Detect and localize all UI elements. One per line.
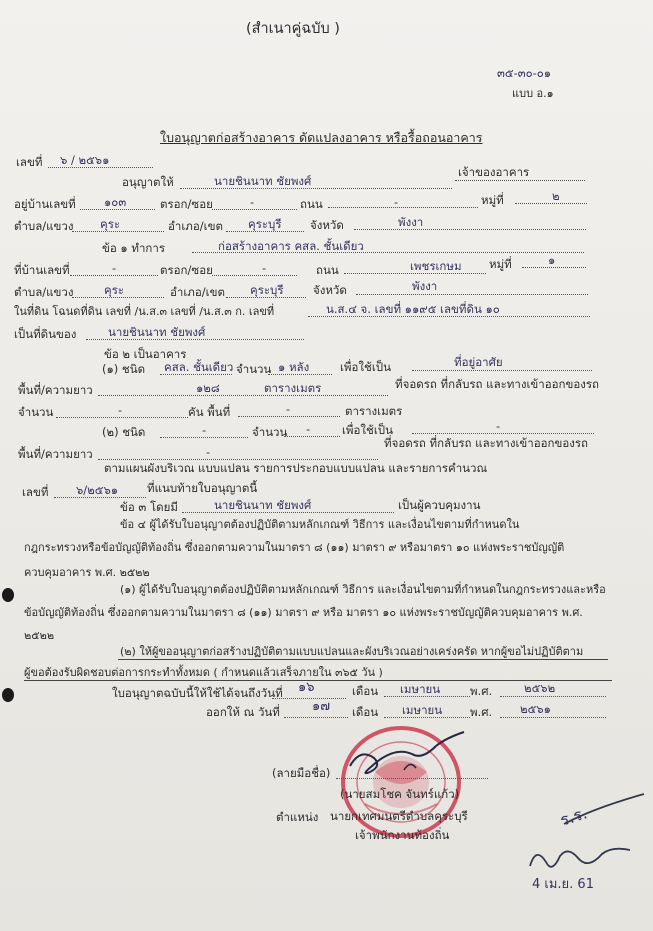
item2-parking-text: ที่จอดรถ ที่กลับรถ และทางเข้าออกของรถ — [384, 436, 589, 450]
signer-name: (นายสมโชค จันทร์แก้ว) — [340, 787, 460, 801]
clause1-alley: - — [262, 261, 267, 275]
clause1-road-label: ถนน — [316, 263, 339, 277]
item1-type-label: (๑) ชนิด — [102, 362, 146, 376]
item2-type: - — [202, 423, 207, 437]
valid-year-label: พ.ศ. — [470, 684, 493, 698]
copy-label: (สำเนาคู่ฉบับ ) — [246, 21, 340, 37]
valid-month: เมษายน — [400, 682, 441, 696]
clause4-sub1-line2: ข้อบัญญัติท้องถิ่น ซึ่งออกตามความในมาตรา ๘ (๑๑) มาตรา ๙ หรือ มาตรา ๑๐ แห่งพระราชบัญญัติควบคุมอาคาร พ.ศ. — [24, 606, 583, 619]
permit-number-label: เลขที่ — [16, 155, 43, 169]
item1-car-area: - — [286, 402, 291, 416]
item1-car-area-unit: ตารางเมตร — [345, 404, 403, 418]
clause1-district-label: อำเภอ/เขต — [170, 285, 225, 299]
item1-car-count: - — [118, 403, 123, 417]
clause4-sub2-line1: (๒) ให้ผู้ขออนุญาตก่อสร้างปฏิบัติตามแบบแปลนและผังบริเวณอย่างเคร่งครัด หากผู้ขอไม่ปฏิบัติตาม — [120, 645, 584, 658]
document-title: ใบอนุญาตก่อสร้างอาคาร ดัดแปลงอาคาร หรือรื้อถอนอาคาร — [160, 130, 483, 145]
plan-no: ๖/๒๕๖๑ — [76, 483, 119, 497]
clause1-action: ก่อสร้างอาคาร คสล. ชั้นเดียว — [218, 239, 364, 253]
item1-area-unit: ตารางเมตร — [264, 381, 322, 395]
clause1-district: คุระบุรี — [250, 283, 284, 297]
punch-hole — [2, 688, 14, 702]
item1-car-unit-area: คัน พื้นที่ — [188, 405, 231, 419]
issued-day: ๑๗ — [312, 699, 331, 714]
item1-area-label: พื้นที่/ความยาว — [18, 383, 93, 397]
plan-no-label: เลขที่ — [22, 485, 49, 499]
issued-month-label: เดือน — [352, 705, 379, 719]
item1-area: ๑๒๘ — [196, 381, 220, 395]
clause1-moo-label: หมู่ที่ — [489, 257, 512, 271]
item1-count: ๑ หลัง — [278, 360, 310, 374]
clause2-label: ข้อ ๒ เป็นอาคาร — [104, 347, 187, 361]
margin-stroke — [557, 790, 650, 830]
item1-car-count-label: จำนวน — [18, 405, 54, 419]
clause4-line1: ข้อ ๔ ผู้ได้รับใบอนุญาตต้องปฏิบัติตามหลักเกณฑ์ วิธีการ และเงื่อนไขตามที่กำหนดใน — [120, 518, 520, 531]
land-deed-value: น.ส.๔ จ. เลขที่ ๑๑๙๕ เลขที่ดิน ๑๐ — [326, 302, 500, 316]
form-code: ๓๕-๓๐-๐๑ — [497, 66, 552, 80]
item1-use: ที่อยู่อาศัย — [454, 355, 503, 369]
item1-count-label: จำนวน — [236, 362, 272, 376]
item2-area: - — [206, 445, 211, 459]
item2-count: - — [306, 422, 311, 436]
owner-label: เจ้าของอาคาร — [458, 165, 530, 179]
land-owner: นายชินนาท ชัยพงศ์ — [108, 325, 206, 339]
signer-role: เจ้าพนักงานท้องถิ่น — [355, 828, 450, 842]
valid-day: ๑๖ — [298, 680, 315, 695]
clause1-alley-label: ตรอก/ซอย — [160, 263, 213, 277]
house-no-label: อยู่บ้านเลขที่ — [14, 197, 76, 211]
land-owner-label: เป็นที่ดินของ — [14, 327, 77, 341]
valid-label: ใบอนุญาตฉบับนี้ให้ใช้ได้จนถึงวันที่ — [112, 686, 283, 700]
clause3-label: ข้อ ๓ โดยมี — [120, 500, 178, 514]
issued-month: เมษายน — [402, 703, 443, 717]
item1-parking-text: ที่จอดรถ ที่กลับรถ และทางเข้าออกของรถ — [395, 377, 600, 391]
land-deed-label: ในที่ดิน โฉนดที่ดิน เลขที่ /น.ส.๓ เลขที่ /น.ส.๓ ก. เลขที่ — [14, 305, 275, 318]
clause1-province-label: จังหวัด — [313, 283, 347, 297]
issued-year-label: พ.ศ. — [470, 705, 493, 719]
clause1-subdistrict-label: ตำบล/แขวง — [14, 285, 74, 299]
handwritten-signature — [344, 726, 474, 786]
item1-use-label: เพื่อใช้เป็น — [340, 360, 391, 374]
district-value: คุระบุรี — [248, 217, 282, 231]
moo-label: หมู่ที่ — [481, 193, 504, 207]
receipt-date: 4 เม.ย. 61 — [532, 877, 594, 892]
valid-year: ๒๕๖๒ — [524, 681, 556, 695]
form-type: แบบ อ.๑ — [512, 87, 554, 100]
signer-position: นายกเทศมนตรีตำบลคุระบุรี — [330, 809, 468, 823]
plan-suffix: ที่แนบท้ายใบอนุญาตนี้ — [147, 481, 258, 495]
item2-count-label: จำนวน — [252, 425, 288, 439]
alley-value: - — [250, 195, 255, 209]
clause1-subdistrict: คุระ — [104, 283, 125, 297]
subdistrict-value: คุระ — [100, 217, 121, 231]
clause3-suffix: เป็นผู้ควบคุมงาน — [398, 498, 481, 512]
clause4-sub1-line1: (๑) ผู้ได้รับใบอนุญาตต้องปฏิบัติตามหลักเกณฑ์ วิธีการ และเงื่อนไขตามที่กำหนดในกฎกระทรวงและหรือ — [120, 583, 606, 596]
position-label: ตำแหน่ง — [276, 810, 319, 824]
plan-text: ตามแผนผังบริเวณ แบบแปลน รายการประกอบแบบแปลน และรายการคำนวณ — [104, 461, 488, 475]
moo-value: ๒ — [552, 189, 560, 203]
clause1-province: พังงา — [412, 279, 438, 293]
subdistrict-label: ตำบล/แขวง — [14, 219, 74, 233]
issued-label: ออกให้ ณ วันที่ — [206, 705, 280, 719]
clause4-sub1-line3: ๒๕๒๒ — [24, 629, 55, 642]
item2-use: - — [496, 419, 501, 433]
item2-type-label: (๒) ชนิด — [102, 425, 146, 439]
clause4-sub2-line2: ผู้ขอต้องรับผิดชอบต่อการกระทำทั้งหมด ( กำหนดแล้วเสร็จภายใน ๓๖๕ วัน ) — [24, 666, 383, 679]
clause1-house-no-label: ที่บ้านเลขที่ — [14, 263, 70, 277]
signature-label: (ลายมือชื่อ) — [272, 766, 331, 780]
initials-signature — [522, 840, 642, 880]
item1-type: คสล. ชั้นเดียว — [164, 360, 234, 374]
road-label: ถนน — [300, 197, 323, 211]
clause4-line2: กฎกระทรวงหรือข้อบัญญัติท้องถิ่น ซึ่งออกตามความในมาตรา ๘ (๑๑) มาตรา ๙ หรือมาตรา ๑๐ แห่งพระราชบัญญัติ — [24, 541, 565, 554]
alley-label: ตรอก/ซอย — [160, 197, 213, 211]
grant-label: อนุญาตให้ — [122, 175, 174, 189]
province-value: พังงา — [398, 215, 424, 229]
issued-year: ๒๕๖๑ — [520, 702, 551, 716]
province-label: จังหวัด — [310, 218, 344, 232]
clause1-house-no: - — [112, 261, 117, 275]
clause3-controller: นายชินนาท ชัยพงศ์ — [214, 498, 312, 512]
road-value: - — [394, 195, 399, 209]
permit-number: ๖ / ๒๕๖๑ — [60, 153, 110, 167]
clause1-label: ข้อ ๑ ทำการ — [102, 241, 166, 255]
item2-use-label: เพื่อใช้เป็น — [342, 423, 393, 437]
grantee-name: นายชินนาท ชัยพงศ์ — [214, 174, 312, 188]
house-no: ๑๐๓ — [104, 195, 127, 209]
district-label: อำเภอ/เขต — [168, 219, 223, 233]
clause1-road: เพชรเกษม — [410, 259, 462, 273]
clause1-moo: ๑ — [548, 253, 556, 267]
item2-area-label: พื้นที่/ความยาว — [18, 447, 93, 461]
clause4-line3: ควบคุมอาคาร พ.ศ. ๒๕๒๒ — [24, 566, 150, 579]
punch-hole — [2, 588, 14, 602]
valid-month-label: เดือน — [352, 684, 379, 698]
margin-note: ร.ร. — [557, 803, 590, 830]
